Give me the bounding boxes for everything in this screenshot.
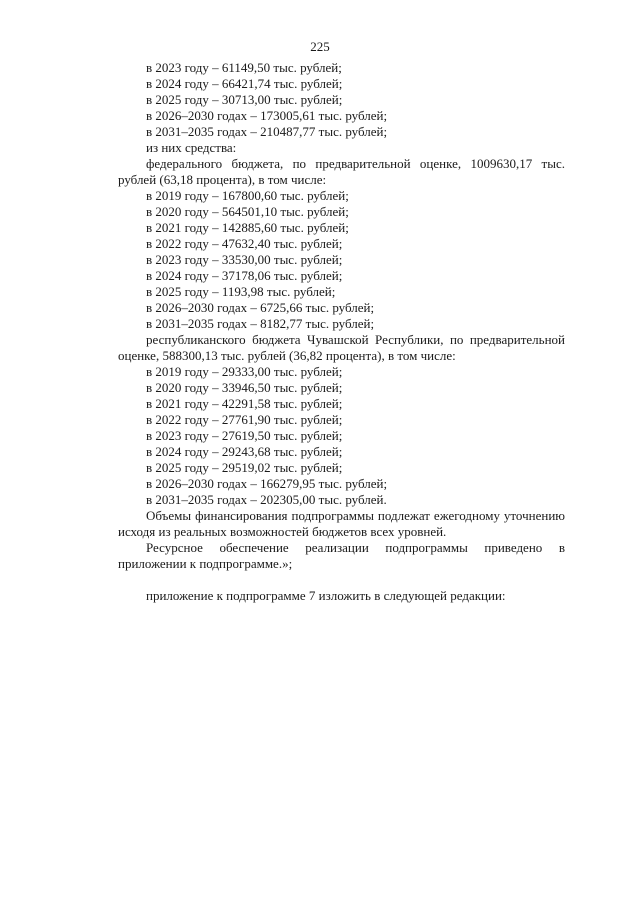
list-item: в 2026–2030 годах – 6725,66 тыс. рублей; — [146, 300, 375, 315]
republic-budget-list — [118, 364, 565, 508]
volumes-paragraph: Объемы финансирования подпрограммы подлежат ежегодному уточнению исходя из реальных возможностей бюджетов всех уровней. — [118, 508, 565, 539]
list-item: в 2031–2035 годах – 202305,00 тыс. рублей. — [146, 492, 387, 507]
federal-budget-list — [118, 188, 565, 332]
list-item: в 2024 году – 37178,06 тыс. рублей; — [146, 268, 343, 283]
list-item: в 2026–2030 годах – 166279,95 тыс. рублей; — [146, 476, 388, 491]
list-item: в 2019 году – 167800,60 тыс. рублей; — [146, 188, 349, 203]
resource-paragraph: Ресурсное обеспечение реализации подпрограммы приведено в приложении к подпрограмме.»; — [118, 540, 565, 571]
list-item: в 2026–2030 годах – 173005,61 тыс. рублей; — [146, 108, 388, 123]
list-item: в 2025 году – 30713,00 тыс. рублей; — [146, 92, 343, 107]
list-item: в 2024 году – 66421,74 тыс. рублей; — [146, 76, 343, 91]
list-item: в 2023 году – 61149,50 тыс. рублей; — [146, 60, 342, 75]
blank-line — [118, 572, 565, 588]
list-item: в 2020 году – 564501,10 тыс. рублей; — [146, 204, 349, 219]
list-item: в 2021 году – 142885,60 тыс. рублей; — [146, 220, 349, 235]
list-item: в 2020 году – 33946,50 тыс. рублей; — [146, 380, 343, 395]
list-item: в 2031–2035 годах – 8182,77 тыс. рублей; — [146, 316, 375, 331]
list-item: в 2025 году – 1193,98 тыс. рублей; — [146, 284, 336, 299]
list-item: в 2031–2035 годах – 210487,77 тыс. рублей; — [146, 124, 388, 139]
republic-budget-paragraph: республиканского бюджета Чувашской Республики, по предварительной оценке, 588300,13 тыс. рублей (36,82 процента), в том числе: — [118, 332, 565, 363]
list-item: из них средства: — [146, 140, 237, 155]
funding-years-list — [118, 60, 565, 156]
list-item: в 2022 году – 47632,40 тыс. рублей; — [146, 236, 343, 251]
document-body — [118, 60, 565, 604]
list-item: в 2025 году – 29519,02 тыс. рублей; — [146, 460, 343, 475]
list-item: в 2024 году – 29243,68 тыс. рублей; — [146, 444, 343, 459]
page-number: 225 — [310, 39, 330, 54]
list-item: в 2022 году – 27761,90 тыс. рублей; — [146, 412, 343, 427]
list-item: в 2021 году – 42291,58 тыс. рублей; — [146, 396, 343, 411]
list-item: в 2019 году – 29333,00 тыс. рублей; — [146, 364, 343, 379]
federal-budget-paragraph: федерального бюджета, по предварительной оценке, 1009630,17 тыс. рублей (63,18 процента), в том числе: — [118, 156, 565, 187]
appendix-instruction: приложение к подпрограмме 7 изложить в следующей редакции: — [146, 588, 506, 603]
list-item: в 2023 году – 33530,00 тыс. рублей; — [146, 252, 343, 267]
list-item: в 2023 году – 27619,50 тыс. рублей; — [146, 428, 343, 443]
